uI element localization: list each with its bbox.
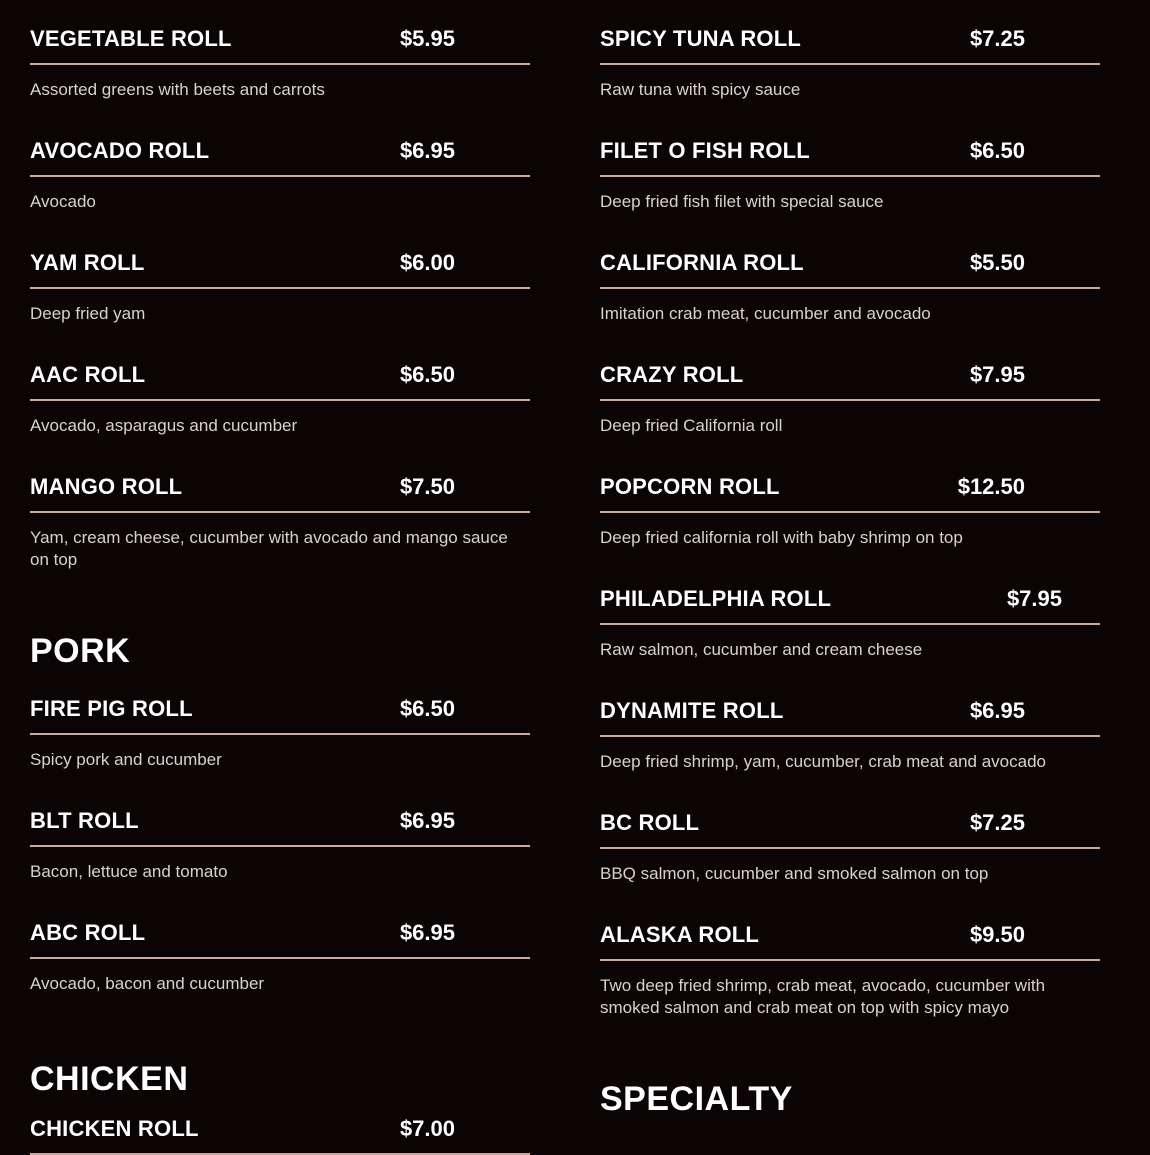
menu-item-header	[30, 1090, 530, 1155]
menu-item-price: $5.95	[399, 26, 455, 51]
menu-item-price: $6.95	[399, 808, 455, 833]
menu-item-dynamite-roll	[600, 672, 1100, 773]
section-title-specialty: SPECIALTY	[600, 1080, 793, 1118]
menu-item-vegetable-roll	[30, 0, 530, 101]
menu-item-price: $9.50	[969, 922, 1025, 947]
menu-item-header	[600, 112, 1100, 177]
menu-item-name: SPICY TUNA ROLL	[600, 26, 802, 51]
menu-item-header	[30, 336, 530, 401]
menu-item-header	[30, 670, 530, 735]
menu-item-name: BC ROLL	[600, 810, 700, 835]
menu-item-name: CRAZY ROLL	[600, 362, 744, 387]
menu-item-description: Avocado, bacon and cucumber	[30, 974, 265, 993]
menu-item-name: ABC ROLL	[30, 920, 146, 945]
menu-item-blt-roll	[30, 782, 530, 883]
menu-item-price: $7.50	[399, 474, 455, 499]
menu-item-description: Avocado	[30, 192, 96, 211]
menu-item-price: $6.50	[399, 696, 455, 721]
menu-item-description: Deep fried yam	[30, 304, 146, 323]
menu-item-description: BBQ salmon, cucumber and smoked salmon on top	[600, 864, 989, 883]
menu-item-spicy-tuna-roll	[600, 0, 1100, 101]
menu-item-header	[600, 224, 1100, 289]
menu-item-description: Deep fried fish filet with special sauce	[600, 192, 884, 211]
menu-item-price: $6.95	[399, 138, 455, 163]
menu-item-chicken-roll	[30, 1090, 530, 1155]
section-title-pork: PORK	[30, 632, 131, 670]
menu-item-price: $6.50	[399, 362, 455, 387]
menu-item-description: Two deep fried shrimp, crab meat, avocado, cucumber with smoked salmon and crab meat on top with spicy mayo	[600, 976, 1046, 1017]
menu-item-description: Raw tuna with spicy sauce	[600, 80, 801, 99]
menu-item-price: $7.95	[1006, 586, 1062, 611]
menu-item-name: POPCORN ROLL	[600, 474, 780, 499]
menu-item-price: $6.00	[399, 250, 455, 275]
menu-item-price: $12.50	[957, 474, 1025, 499]
menu-item-price: $7.95	[969, 362, 1025, 387]
menu-item-name: DYNAMITE ROLL	[600, 698, 784, 723]
menu-item-mango-roll	[30, 448, 530, 571]
menu-item-fire-pig-roll	[30, 670, 530, 771]
menu-item-price: $6.50	[969, 138, 1025, 163]
menu-item-price: $7.25	[969, 810, 1025, 835]
menu-item-name: AVOCADO ROLL	[30, 138, 210, 163]
menu-item-description: Deep fried shrimp, yam, cucumber, crab meat and avocado	[600, 752, 1046, 771]
menu-item-header	[30, 782, 530, 847]
menu-item-header	[30, 224, 530, 289]
menu-item-price: $6.95	[969, 698, 1025, 723]
menu-item-header	[30, 448, 530, 513]
menu-item-header	[600, 448, 1100, 513]
menu-item-name: AAC ROLL	[30, 362, 146, 387]
menu-item-price: $5.50	[969, 250, 1025, 275]
menu-item-alaska-roll	[600, 896, 1100, 1019]
menu-item-header	[600, 784, 1100, 849]
menu-item-name: VEGETABLE ROLL	[30, 26, 232, 51]
menu-item-filet-o-fish-roll	[600, 112, 1100, 213]
menu-item-name: MANGO ROLL	[30, 474, 183, 499]
menu-item-description: Avocado, asparagus and cucumber	[30, 416, 298, 435]
section-title-chicken: CHICKEN	[30, 1060, 189, 1098]
menu-item-name: YAM ROLL	[30, 250, 145, 275]
menu-item-crazy-roll	[600, 336, 1100, 437]
menu-item-header	[600, 672, 1100, 737]
menu-item-name: CALIFORNIA ROLL	[600, 250, 804, 275]
menu-item-bc-roll	[600, 784, 1100, 885]
menu-item-yam-roll	[30, 224, 530, 325]
menu-item-philadelphia-roll	[600, 560, 1100, 661]
menu-item-name: ALASKA ROLL	[600, 922, 760, 947]
menu-item-name: FILET O FISH ROLL	[600, 138, 810, 163]
menu-item-abc-roll	[30, 894, 530, 995]
menu-item-name: FIRE PIG ROLL	[30, 696, 193, 721]
menu-item-header	[30, 112, 530, 177]
menu-item-header	[30, 894, 530, 959]
menu-item-header	[600, 896, 1100, 961]
menu-item-header	[30, 0, 530, 65]
menu-item-name: PHILADELPHIA ROLL	[600, 586, 832, 611]
menu-item-header	[600, 0, 1100, 65]
menu-item-description: Yam, cream cheese, cucumber with avocado and mango sauce on top	[30, 528, 508, 569]
menu-item-header	[600, 336, 1100, 401]
menu-item-description: Spicy pork and cucumber	[30, 750, 222, 769]
menu-item-description: Imitation crab meat, cucumber and avocado	[600, 304, 931, 323]
menu-item-description: Raw salmon, cucumber and cream cheese	[600, 640, 923, 659]
menu-item-california-roll	[600, 224, 1100, 325]
menu-item-name: CHICKEN ROLL	[30, 1116, 199, 1141]
menu-item-aac-roll	[30, 336, 530, 437]
menu-item-popcorn-roll	[600, 448, 1100, 549]
menu-item-description: Assorted greens with beets and carrots	[30, 80, 325, 99]
menu-item-avocado-roll	[30, 112, 530, 213]
menu-item-price: $7.25	[969, 26, 1025, 51]
menu-item-price: $6.95	[399, 920, 455, 945]
menu-item-price: $7.00	[399, 1116, 455, 1141]
menu-item-header	[600, 560, 1100, 625]
menu-item-description: Deep fried California roll	[600, 416, 783, 435]
menu-item-name: BLT ROLL	[30, 808, 139, 833]
menu-item-description: Bacon, lettuce and tomato	[30, 862, 228, 881]
menu-item-description: Deep fried california roll with baby shrimp on top	[600, 528, 963, 547]
